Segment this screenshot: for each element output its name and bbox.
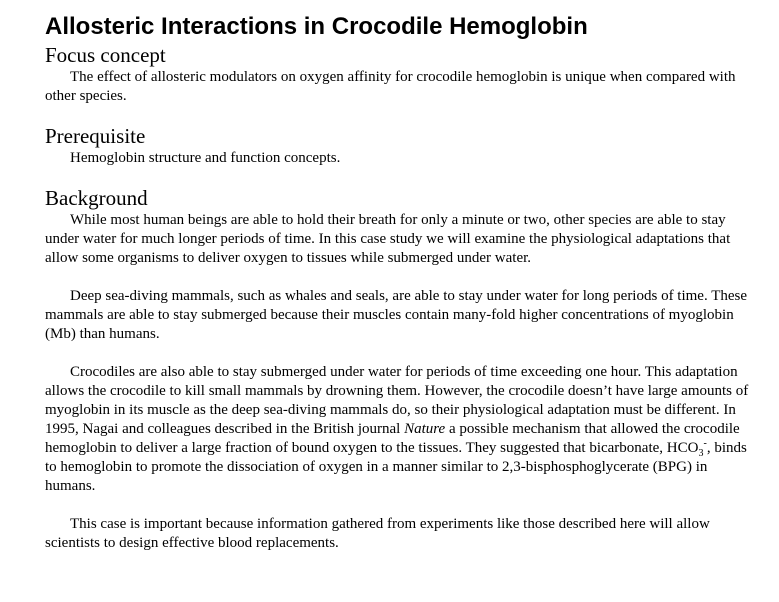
background-paragraph-1: While most human beings are able to hold their breath for only a minute or two, other species are able to stay under water for much longer periods of time. In this case study we will examine the physiological adaptations that allow some organisms to deliver oxygen to tissues while submerged under water. xyxy=(45,212,731,266)
background-paragraph-2: Deep sea-diving mammals, such as whales and seals, are able to stay under water for long periods of time. These mammals are able to stay submerged because their muscles contain many-fold higher concentrations of myoglobin (Mb) than humans. xyxy=(45,288,748,342)
crocodile-text-part-1: Crocodiles are also able to stay submerged under water for periods of time exceeding one hour. This adaptation allows the crocodile to kill small mammals by drowning them. However, the crocodile doesn’t have large amounts of myoglobin in its muscle as the deep sea-diving mammals do, so their physiological adaptation must be different. In 1995, Nagai and colleagues described in the British journal xyxy=(45,364,749,437)
focus-concept-paragraph: The effect of allosteric modulators on oxygen affinity for crocodile hemoglobin is unique when compared with other species. xyxy=(45,69,736,104)
background-paragraph-4: This case is important because information gathered from experiments like those described here will allow scientists to design effective blood replacements. xyxy=(45,516,710,551)
bicarbonate-subscript: 3 xyxy=(698,448,704,459)
section-heading-prerequisite: Prerequisite xyxy=(45,124,146,148)
bicarbonate-superscript: - xyxy=(703,438,707,449)
document-title: Allosteric Interactions in Crocodile Hemoglobin xyxy=(45,13,588,40)
section-heading-background: Background xyxy=(45,186,148,210)
document-page xyxy=(45,12,757,553)
section-heading-focus-concept: Focus concept xyxy=(45,43,166,67)
prerequisite-paragraph: Hemoglobin structure and function concepts. xyxy=(70,150,341,166)
journal-name: Nature xyxy=(404,421,446,437)
background-paragraph-3 xyxy=(45,363,757,496)
crocodile-text-part-3: , binds to hemoglobin to promote the dissociation of oxygen in a manner similar to 2,3-bisphosphoglycerate (BPG) in humans. xyxy=(45,440,747,494)
crocodile-text-part-2: a possible mechanism that allowed the crocodile hemoglobin to deliver a large fraction of bound oxygen to the tissues. They suggested that bicarbonate, HCO xyxy=(45,421,740,456)
